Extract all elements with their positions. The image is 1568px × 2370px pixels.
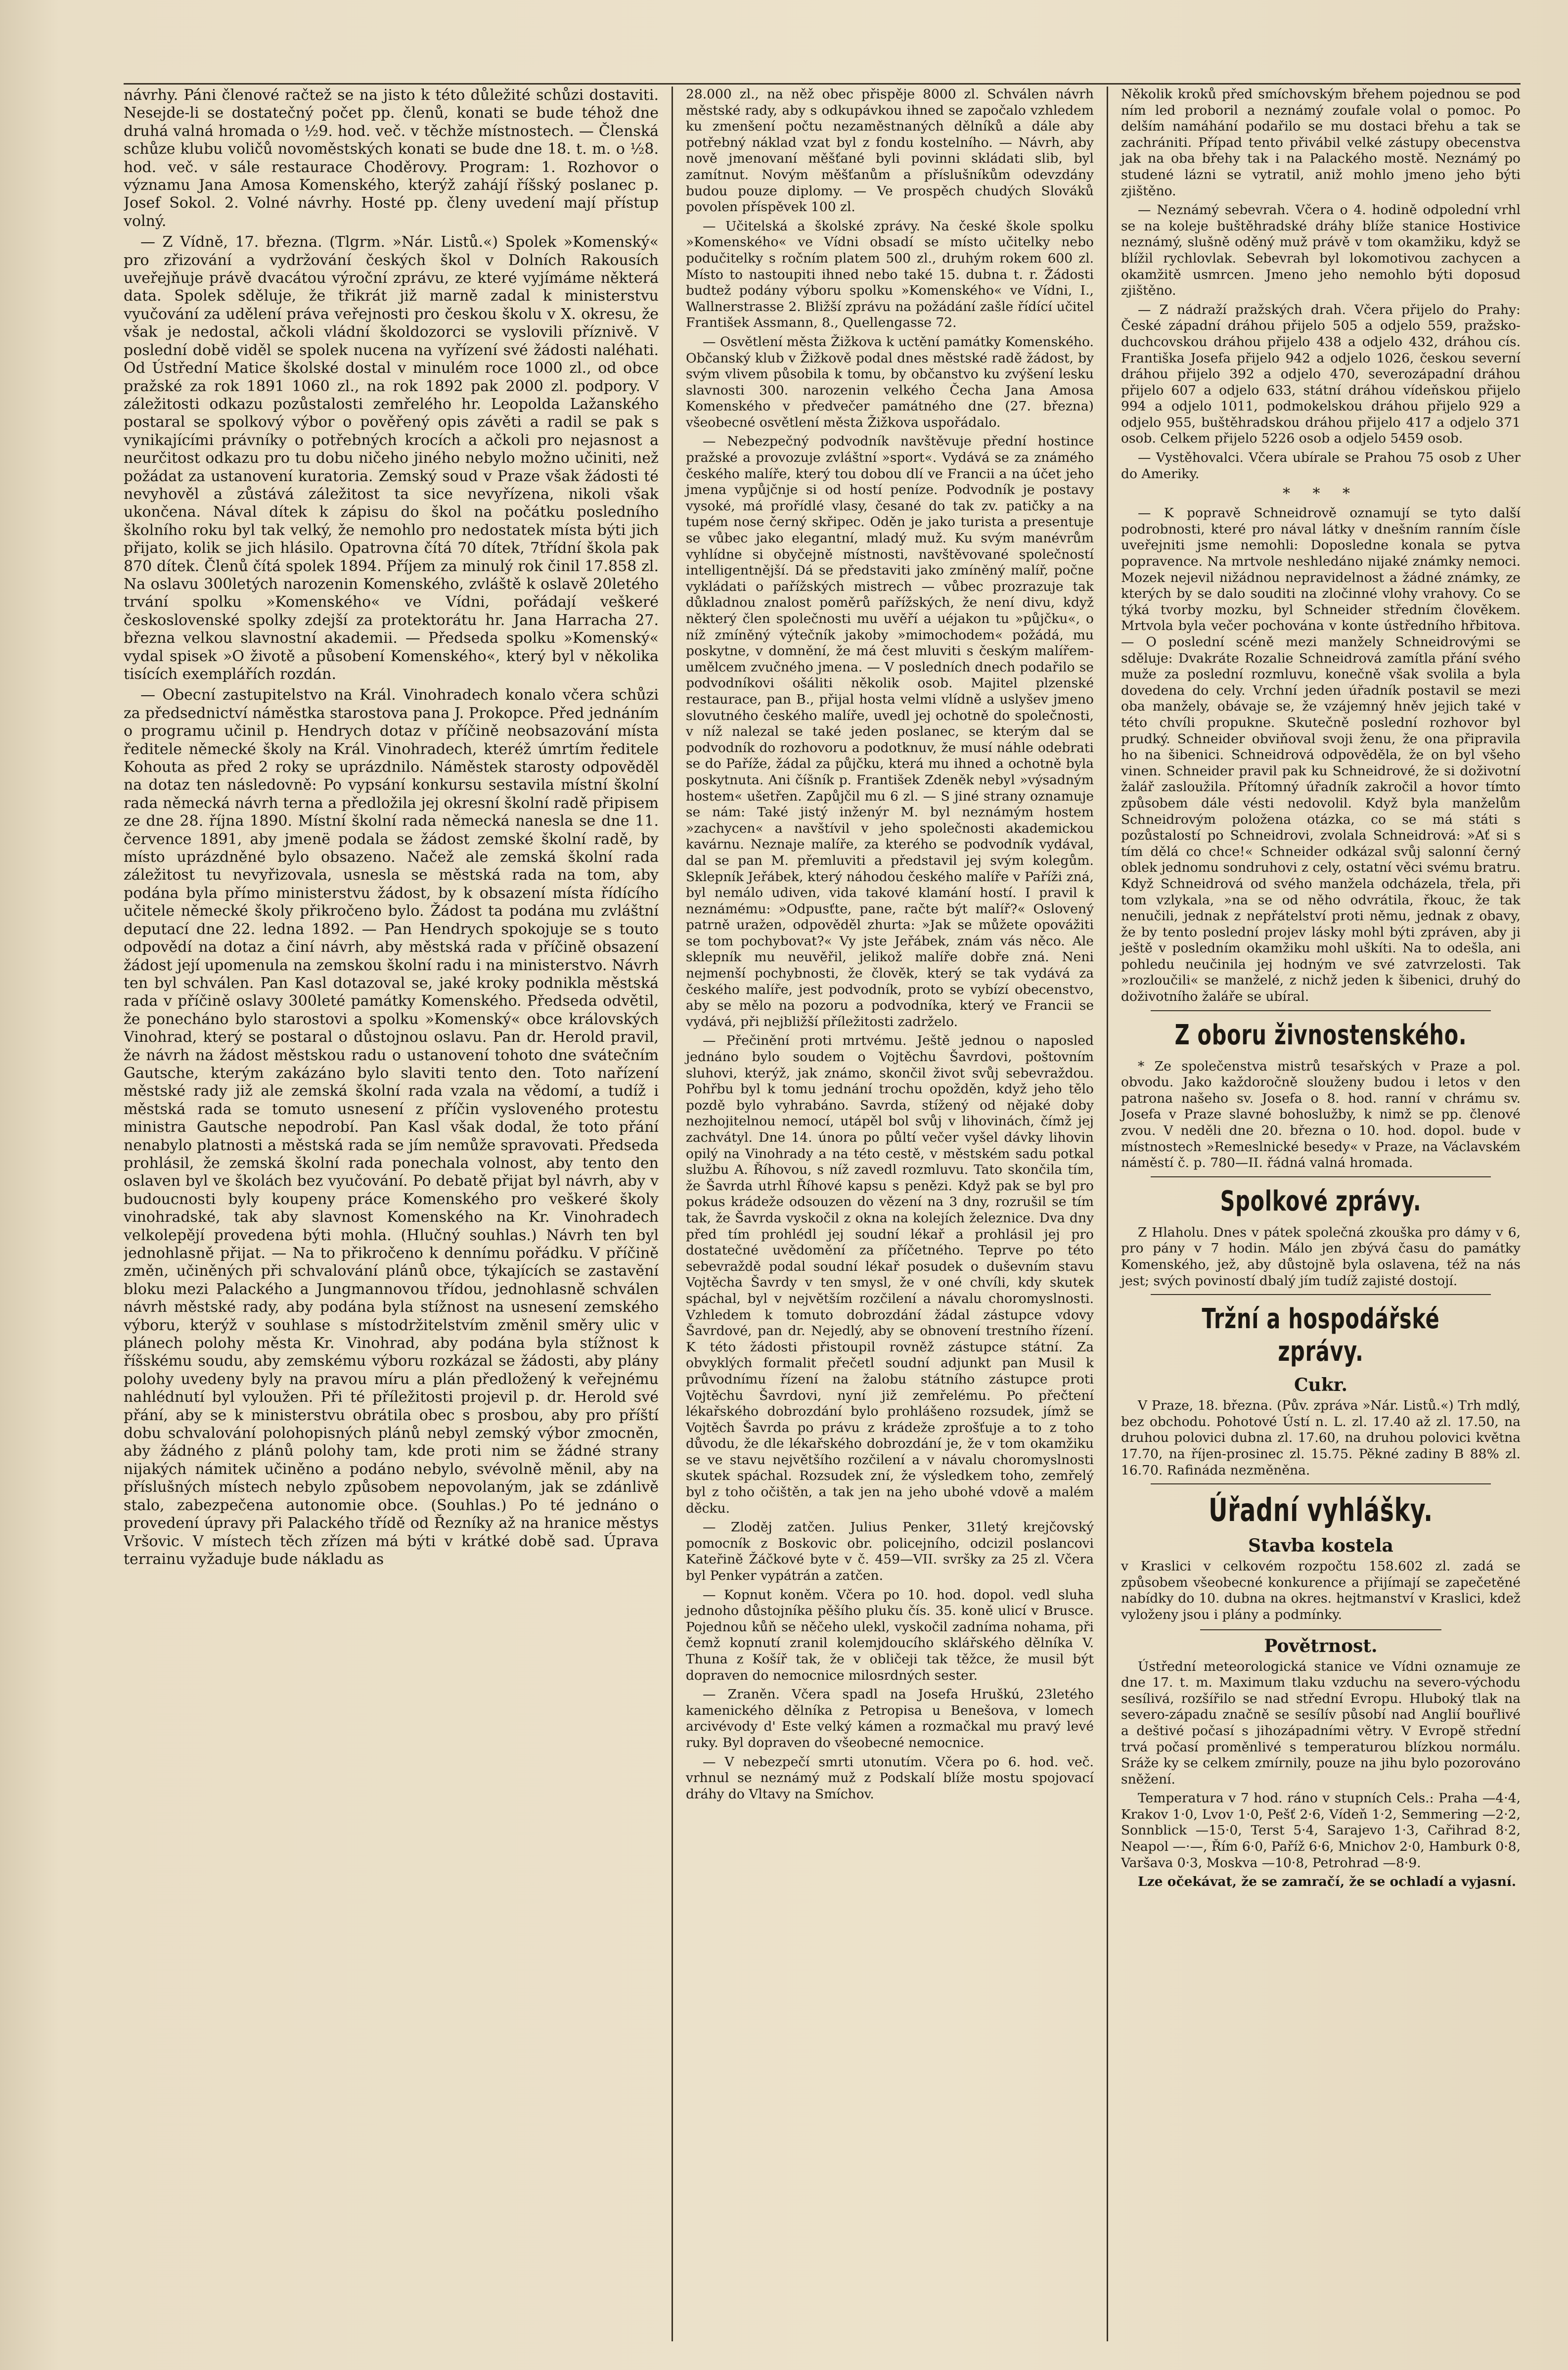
- article-paragraph: V Praze, 18. března. (Pův. zpráva »Nár. Listů.«) Trh mdlý, bez obchodu. Pohotové Ústí n. L. zl. 17.40 až zl. 17.50, na druhou polovici dubna zl. 17.60, na druhou polovici května 17.70, na říjen-prosinec zl. 15.75. Pěkné zadiny B 88% zl. 16.70. Rafináda nezměněna.: [1121, 1398, 1521, 1478]
- article-paragraph: — Kopnut koněm. Včera po 10. hod. dopol. vedl sluha jednoho důstojníka pěšího pluku čís. 35. koně ulicí v Brusce. Pojednou kůň se něčeho ulekl, vyskočil zadníma nohama, při čemž kopnutí zranil kolemjdoucího sklářského dělníka V. Thuna z Košíř tak, že v obličeji tak těžce, že musil být dopraven do nemocnice milosrdných sester.: [686, 1587, 1094, 1683]
- section-heading-market: Tržní a hospodářské zprávy.: [1202, 1303, 1440, 1368]
- column-right: [1107, 87, 1521, 2341]
- section-rule: [1200, 1629, 1441, 1630]
- article-paragraph: * Ze společenstva mistrů tesařských v Praze a pol. obvodu. Jako každoročně slouženy budou i letos v den patrona našeho sv. Josefa o 8. hod. ranní v chrámu sv. Josefa v Praze slavné bohoslužby, k nimž se pp. členové zvou. V neděli dne 20. března o 10. hod. dopol. bude v místnostech »Remeslnické besedy« v Praze, na Václavském náměstí č. p. 780—II. řádná valná hromada.: [1121, 1058, 1521, 1171]
- article-paragraph: — Osvětlení města Žižkova k uctění památky Komenského. Občanský klub v Žižkově podal dnes městské radě žádost, by svým vlivem působila k tomu, by občanstvo ku zvýšení lesku slavnosti 300. narozenin velkého Čecha Jana Amosa Komenského v předvečer památného dne (27. března) všeobecné osvětlení města Žižkova uspořádalo.: [686, 334, 1094, 430]
- weather-forecast: Lze očekávat, že se zamračí, že se ochladí a vyjasní.: [1138, 1874, 1517, 1890]
- section-rule: [1151, 1294, 1491, 1295]
- article-paragraph: v Kraslici v celkovém rozpočtu 158.602 zl. zadá se způsobem všeobecné konkurence a přijímají se zapečetěné nabídky do 10. dubna na okres. hejtmanství v Kraslici, kdež vyloženy jsou i plány a podmínky.: [1121, 1559, 1521, 1622]
- article-paragraph: návrhy. Páni členové račtež se na jisto k této důležité schůzi dostaviti. Nesejde-li se dostatečný počet pp. členů, konati se bude téhož dne druhá valná hromada o ½9. hod. več. v těchže místnostech. — Členská schůze klubu voličů novoměstských konati se bude dne 18. t. m. o ½8. hod. več. v sále restaurace Choděrovy. Program: 1. Rozhovor o významu Jana Amosa Komenského, kterýž zahájí říšský poslanec p. Josef Sokol. 2. Volné návrhy. Hosté pp. členy uvedení mají přístup volný.: [124, 87, 659, 230]
- section-heading-trade: Z oboru živnostenského.: [1174, 1019, 1467, 1051]
- columns: [124, 87, 1521, 2341]
- section-separator-stars: * * *: [1282, 485, 1359, 503]
- article-paragraph: — Vystěhovalci. Včera ubírale se Prahou 75 osob z Uher do Ameriky.: [1121, 450, 1521, 482]
- article-paragraph: — Obecní zastupitelstvo na Král. Vinohradech konalo včera schůzi za předsednictví náměstka starostova pana J. Prokopce. Před jednáním o programu učinil p. Hendrych dotaz v příčině neobsazování místa ředitele německé školy na Král. Vinohradech, kteréž úmrtím ředitele Kohouta as před 2 roky se uprázdnilo. Náměstek starosty odpověděl na dotaz ten následovně: Po vypsání konkursu sestavila místní školní rada německá návrh terna a předložila jej okresní školní radě připisem ze dne 28. října 1890. Místní školní rada německá nanesla se dne 11. července 1891, aby jmenë podala se žádost zemské školní radě, by místo uprázdněné bylo obsazeno. Načež ale zemská školní rada záležitost tu nevyřizovala, usnesla se městská rada na tom, aby podána byla přímo ministerstvu žádost, by k obsazení místa řídícího učitele německé školy přikročeno bylo. Žádost ta podána mu zvláštní deputací dne 22. ledna 1892. — Pan Hendrych spokojuje se s touto odpovědí na dotaz a činí návrh, aby městská rada v příčině obsazení žádost její upomenula na zemskou školní radu i na ministerstvo. Návrh ten byl schválen. Pan Kasl dotazoval se, jaké kroky podnikla městská rada v příčině oslavy 300leté památky Komenského. Předseda odvětil, že ponecháno bylo starostovi a spolku »Komenský« obce královských Vinohrad, který se postaral o důstojnou oslavu. Pan dr. Herold pravil, že návrh na žádost městskou radu o ustanovení tohoto dne svátečním Gautsche, kterým zakázáno bylo slaviti tento den. Toto nařízení městské rady již ale zemská školní rada vzala na vědomí, a tudíž i městská rada se tomuto usnesení z příčin vysloveného protestu ministra Gautsche nepodrobí. Pan Kasl však dodal, že toto přání nenabylo platnosti a městská rada se jím nemůže spravovati. Předseda prohlásil, že zemská školní rada ponechala volnost, aby tento den oslaven byl ve školách bez vyučování. Po debatě přijat byl návrh, aby v budoucnosti byly koupeny práce Komenského pro veškeré školy vinohradské, tak aby slavnost Komenského na Kr. Vinohradech velkolepějí provedena býti mohla. (Hlučný souhlas.) Návrh ten byl jednohlasně přijat. — Na to přikročeno k dennímu pořádku. V příčině změn, učiněných při schvalování plánů obce, týkajících se zastavění bloku mezi Palackého a Jungmannovou třídou, jednohlasně schválen návrh městské rady, aby podána byla stížnost na usnesení zemského výboru, kterýž v souhlase s místodržitelstvím změnil směry ulic v plánech polohy města Kr. Vinohrad, aby podána byla stížnost k říšskému soudu, aby zemskému výboru rozkázal se žádosti, aby plány polohy uvedeny byly na pravou míru a plán předložený k veřejnému nahlédnutí byl vyloužen. Při té příležitosti projevil p. dr. Herold své přání, aby se k ministerstvu obrátila obec s prosbou, aby pro příští dobu schvalování polohopisných plánů nebyl zemský výbor zmocněn, aby žádného z plánů polohy tam, kde proti nim se žádné strany nijakých námitek učiněno a podáno nebylo, svévolně měnil, aby na příslušných místech nebylo způsobem nepovolaným, jak se zdánlivě stalo, zabezpečena autonomie obce. (Souhlas.) Po té jednáno o provedení úpravy při Palackého třídě od Řezníky až na hranice městys Vršovic. V místech těch zřízen má býti v krátké době sad. Úprava terrainu vyžaduje bude nákladu as: [124, 686, 659, 1568]
- article-paragraph: — Zraněn. Včera spadl na Josefa Hruškú, 23letého kamenického dělníka z Petropisa u Benešova, v lomech arcivévody d' Este velký kámen a rozmačkal mu pravý levé ruky. Byl dopraven do všeobecné nemocnice.: [686, 1687, 1094, 1750]
- article-paragraph: — Z nádraží pražských drah. Včera přijelo do Prahy: České západní dráhou přijelo 505 a odjelo 559, pražsko-duchcovskou dráhou přijelo 438 a odjelo 432, dráhou cís. Františka Josefa přijelo 942 a odjelo 1026, českou severní dráhou přijelo 392 a odjelo 470, severozápadní dráhou přijelo 607 a odjelo 633, státní dráhou vídeňskou přijelo 994 a odjelo 1011, podmokelskou dráhou přijelo 929 a odjelo 955, buštěhradskou dráhou přijelo 417 a odjelo 371 osob. Celkem přijelo 5226 osob a odjelo 5459 osob.: [1121, 302, 1521, 447]
- article-paragraph: Z Hlaholu. Dnes v pátek společná zkouška pro dámy v 6, pro pány v 7 hodin. Málo jen zbývá času do památky Komenského, jež, aby důstojně byla oslavena, též na nás jest; svých poviností dbalý jím tudíž zajisté dostojí.: [1121, 1224, 1521, 1289]
- section-rule: [1151, 1010, 1491, 1011]
- subheading-church: Stavba kostela: [1248, 1535, 1393, 1557]
- subheading-sugar: Cukr.: [1294, 1375, 1347, 1396]
- article-paragraph: 28.000 zl., na něž obec přispěje 8000 zl. Schválen návrh městské rady, aby s odkupávkou ihned se započalo vzhledem ku zmenšení počtu nezaměstnaných dělníků a dále aby potřebný náklad vzat byl z fondu kostelního. — Návrh, aby nově jmenovaní měšťané byli povinni skládati slib, byl zamítnut. Novým měšťanům a příslušníkům odevzdány budou pouze diplomy. — Ve prospěch chudých Slováků povolen příspěvek 100 zl.: [686, 87, 1094, 215]
- article-paragraph: — Učitelská a školské zprávy. Na české škole spolku »Komenského« ve Vídni obsadí se místo učitelky nebo podučitelky s ročním platem 500 zl., druhým rokem 600 zl. Místo to nastoupiti ihned nebo také 15. dubna t. r. Žádosti budtež podány výboru spolku »Komenského« ve Vídni, I., Wallnerstrasse 2. Bližší zprávu na požádání zašle řídící učitel František Assmann, 8., Quellengasse 72.: [686, 218, 1094, 331]
- section-rule: [1151, 1176, 1491, 1177]
- top-rule: [124, 83, 1521, 85]
- article-paragraph: Temperatura v 7 hod. ráno v stupních Cels.: Praha —4·4, Krakov 1·0, Lvov 1·0, Pešť 2·6, Vídeň 1·2, Semmering —2·2, Sonnblick —15·0, Terst 5·4, Sarajevo 1·3, Cařihrad 8·2, Neapol —·—, Řím 6·0, Paříž 6·6, Mnichov 2·0, Hamburk 0·8, Varšava 0·3, Moskva —10·8, Petrohrad —8·9.: [1121, 1790, 1521, 1871]
- article-paragraph: — Nebezpečný podvodník navštěvuje přední hostince pražské a provozuje zvláštní »sport«. Vydává se za známého českého malíře, který tou dobou dlí ve Francii a na účet jeho jmena vypůjčnje si od hostí peníze. Podvodník je postavy vysoké, má prořídlé vlasy, česané do tak zv. patičky a na tupém nose černý skřipec. Oděn je jako turista a presentuje se vůbec jako elegantní, mladý muž. Ku svým manévrům vyhlídne si obyčejně místnosti, navštěvované společností intelligentnější. Dá se představiti jako zmíněný malíř, počne vykládati o pařížských mistrech — vůbec prozrazuje tak důkladnou znalost poměrů pařížských, že není divu, když některý člen společnosti mu uvěří a uéjakon tu »půjčku«, o níž zmíněný výtečník jakoby »mimochodem« požádá, mu poskytne, v domnění, že má čest mluviti s českým malířem-umělcem zvučného jmena. — V posledních dnech podařilo se podvodníkovi ošáliti několik osob. Majitel plzenské restaurace, pan B., přijal hosta velmi vlídně a uslyšev jmeno slovutného českého malíře, uvedl jej ochotně do společnosti, v níž nalezal se také jeden poslanec, se kterým dal se podvodník do rozhovoru a podotknuv, že musí náhle odebrati se do Paříže, žádal za půjčku, která mu ihned a ochotně byla poskytnuta. Ani číšník p. František Zdeněk nebyl »výsadným hostem« ušetřen. Zapůjčil mu 6 zl. — S jiné strany oznamuje se nám: Také jistý inženýr M. byl neznámým hostem »zachycen« a navštívil v jeho společnosti akademickou kavárnu. Neznaje malíře, za kterého se podvodník vydával, dal se pan M. přemluviti a představil jej svým kolegům. Sklepník Jeřábek, který náhodou českého malíře v Paříži zná, byl nemálo udiven, vida takové klamání hostí. I pravil k neznámému: »Odpusťte, pane, račte být malíř?« Oslovený patrně uražen, odpověděl zhurta: »Jak se můžete opovážiti se tom pochybovat?« Vy jste Jeřábek, znám vás něco. Ale sklepník mu neuvěřil, jelikož malíře dobře zná. Neni nejmenší pochybnosti, že člověk, který se tak vydává za českého malíře, jest podvodník, proto se vybízí obecenstvo, aby se mělo na pozoru a podvodníka, který ve Francii se vydává, při nejbližší příležitosti zadrželo.: [686, 434, 1094, 1029]
- article-paragraph: Několik kroků před smíchovským břehem pojednou se pod ním led proboril a neznámý zoufale volal o pomoc. Po delším namáhání podařilo se mu dostaci břehu a tak se zachrániti. Případ tento přivábil velké zástupy obecenstva jak na oba břehy tak i na Palackého mostě. Neznámý po studené lázni se vytratil, aniž mohlo jmeno jeho býti zjištěno.: [1121, 87, 1521, 199]
- article-paragraph: — Neznámý sebevrah. Včera o 4. hodině odpolední vrhl se na koleje buštěhradské dráhy blíže stanice Hostivice neznámý, slušně oděný muž právě v tom okamžiku, když se blížil rychlovlak. Sebevrah byl lokomotivou zachycen a okamžitě usmrcen. Jmeno jeho nemohlo býti doposud zjištěno.: [1121, 202, 1521, 299]
- section-rule: [1151, 1483, 1491, 1484]
- article-paragraph: — K popravě Schneidrově oznamují se tyto další podrobnosti, které pro nával látky v dnešním ranním čísle uveřejniti jsme nemohli: Doposledne konala se pytva popravence. Na mrtvole neshledáno nijaké známky nemoci. Mozek nejevil nižádnou nepravidelnost a žádné známky, ze kterých by se dalo souditi na zločinné vlohy vrahovy. Co se týká tvorby mozku, byl Schneider středním člověkem. Mrtvola byla večer pochována v konte ústředního hřbitova. — O poslední scéně mezi manžely Schneidrovými se sděluje: Dvakráte Rozalie Schneidrová zamítla přání svého muže za poslední rozmluvu, konečně však svolila a byla dovedena do cely. Vrchní jeden úřadník postavil se mezi oba manžely, obávaje se, že vzájemný hněv jejich také v této chvíli propukne. Skutečně poslední rozhovor byl prudký. Schneider obviňoval svoji ženu, že ona připravila ho na šibenici. Schneidrová odpověděla, že on byl všeho vinen. Schneider pravil pak ku Schneidrové, že si doživotní žalář zasloužila. Přítomný úřadník zakročil a hovor tímto způsobem dále vésti nedovolil. Když byla manželům Schneidrovým položena otázka, co se má státi s pozůstalostí po Schneidrovi, zvolala Schneidrová: »Ať si s tím dělá co chce!« Schneider odkázal svůj salonní černý oblek jednomu sondruhovi z cely, ostatní věci svému bratru. Když Schneidrová od svého manžela odcházela, třela, při tom vzlykala, »na se od něho odvrátila, řkouc, že tak nenučili, jednak z nepřátelství proti němu, jednak z obavy, že by tento poslední projev lásky mohl býti zpráven, aby ji ještě v posledním okamžiku mohl uškíti. Na to odešla, ani pohledu neučinila jej hodným ve své zatvrzelosti. Tak »rozloučili« se manželé, z nichž jeden k šibenici, druhý do doživotního žaláře se ubíral.: [1121, 505, 1521, 1005]
- article-paragraph: Ústřední meteorologická stanice ve Vídni oznamuje ze dne 17. t. m. Maximum tlaku vzduchu na severo-východu sesílivá, rozšířilo se nad střední Evropu. Hluboký tlak na severo-západu značně se sesílív působí nad Anglií bouřlivé a deštivé počasí s jihozápadními větry. V Evropě střední trvá počasí proměnlivé s temperaturou blízkou normálu. Sráže ky se celkem zmírnily, pouze na jihu bylo pozorováno sněžení.: [1121, 1658, 1521, 1787]
- article-paragraph: — Přečinění proti mrtvému. Ještě jednou o naposled jednáno bylo soudem o Vojtěchu Šavrdovi, poštovním sluhovi, kterýž, jak známo, skončil život svůj sebevraždou. Pohřbu byl k tomu jednání trochu opožděn, když jeho tělo pozdě bylo vyhrabáno. Savrda, stížený od nějaké doby nezhojitelnou nemocí, utápěl bol svůj v lihovinách, čímž jej zachvátyl. Dne 14. února po půltí večer vyšel dávky lihovin opilý na Vinohrady a na této cestě, v městském sadu potkal službu A. Říhovou, s níž zavedl rozmluvu. Tato skončila tím, že Šavrda utrhl Říhové kapsu s penězi. Když pak se byl pro pokus krádeže odsouzen do vězení na 3 dny, rozrušil se tím tak, že Šavrda vyskočil z okna na kolejích železnice. Dva dny před tím prohlédl jej soudní lékař a prohlásil jej pro dostatečné uvědomění za příčetného. Teprve po této sebevraždě podal soudní lékař posudek o duševním stavu Vojtěcha Šavrdy v ten smysl, že v oné chvíli, kdy skutek spáchal, byl v největším rozčilení a návalu choromyslnosti. Vzhledem k tomuto dobrozdání žádal zástupce vdovy Šavrdové, pan dr. Nejedlý, aby se obnovení trestního řízení. K této žádosti přistoupil rovněž zástupce státní. Za obvyklých formalit přečetl soudní adjunkt pan Musil k průvodnímu řízení na žalobu státního zástupce proti Vojtěchu Šavrdovi, nyní již zemřelému. Po přečtení lékařského dobrozdání bylo prohlášeno rozsudek, jímž se Vojtěch Šavrda po právu z krádeže zprošťuje a to z toho důvodu, že dle lékařského dobrozdání je, že v tom okamžiku se ve stavu největšího rozčilení a v návalu choromyslnosti skutek spáchal. Rozsudek zní, že výsledkem toho, zemřelý byl z toho očištěn, a tak jen na jeho ubohé vdově a malém děcku.: [686, 1033, 1094, 1516]
- section-heading-clubs: Spolkové zprávy.: [1220, 1185, 1422, 1217]
- section-heading-official: Úřadní vyhlášky.: [1209, 1492, 1433, 1529]
- column-middle: [672, 87, 1107, 2341]
- article-paragraph: — Zloděj zatčen. Julius Penker, 31letý krejčovský pomocník z Boskovic obr. policejního, odcizil poslancovi Kateřině Žáčkové byte v č. 459—VII. svršky za 25 zl. Včera byl Penker vypátrán a zatčen.: [686, 1520, 1094, 1584]
- column-left: [124, 87, 672, 2341]
- article-paragraph: — V nebezpečí smrti utonutím. Včera po 6. hod. več. vrhnul se neznámý muž z Podskalí blíže mostu spojovací dráhy do Vltavy na Smíchov.: [686, 1754, 1094, 1802]
- section-heading-weather: Povětrnost.: [1264, 1635, 1378, 1656]
- article-paragraph: — Z Vídně, 17. března. (Tlgrm. »Nár. Listů.«) Spolek »Komenský« pro zřizování a vydržování českých škol v Dolních Rakousích uveřejňuje právě dvacátou výroční zprávu, ze které vyjímáme některá data. Spolek sděluje, že třikrát již marně zadal k ministerstvu vyučování za udělení práva veřejnosti pro českou školu v X. okresu, že však je nedostal, ačkoli vládní školdozorci se vyslovili příznivě. V poslední době viděl se spolek nucena na vyřízení své žádosti naléhati. Od Ústřední Matice školské dostal v minulém roce 1000 zl., od obce pražské za rok 1891 1060 zl., na rok 1892 pak 2000 zl. podpory. V záležitosti odkazu pozůstalosti zemřelého hr. Leopolda Lažanského postaral se spolkový výbor o pověřený opis závěti a radil se pak s vynikajícími právníky o potřebných krocích a ačkoli pro nejasnost a neurčitost odkazu pro tu dobu ničeho jiného nebylo možno učiniti, než požádat za ustanovení kuratoria. Zemský soud v Praze však žádosti té nevyhověl a zůstává záležitost ta sice nevyřízena, nikoli však ukončena. Nával dítek k zápisu do škol na počátku posledního školního roku byl tak velký, že nemohlo pro nedostatek místa býti jich přijato, kolik se jich hlásilo. Opatrovna čítá 70 dítek, 7třídní škola pak 870 dítek. Členů čítá spolek 1894. Příjem za minulý rok činil 17.858 zl. Na oslavu 300letých narozenin Komenského, zvláště k oslavě 20letého trvání spolku »Komenského« ve Vídni, pořádají veškeré československé spolky zdejší za protektorátu hr. Jana Harracha 27. března velkou slavnostní akademii. — Předseda spolku »Komenský« vydal spisek »O životě a působení Komenského«, který byl v několika tisících exemplářích rozdán.: [124, 233, 659, 683]
